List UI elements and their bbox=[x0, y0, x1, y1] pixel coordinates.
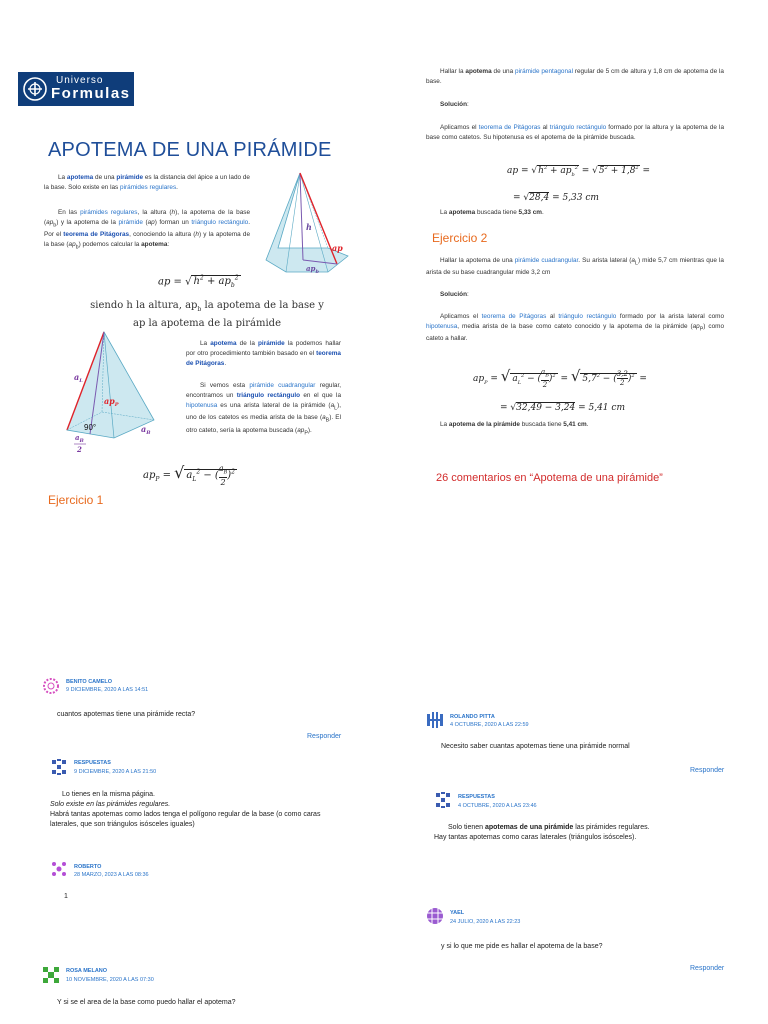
link-piramide[interactable]: pirámide bbox=[116, 174, 144, 181]
comment-author[interactable]: RESPUESTAS bbox=[74, 760, 111, 766]
avatar-icon bbox=[434, 791, 452, 809]
formula-exercise-2: $ap_P$ = √ $a_L^2$ − ( $\frac{a_B}{2}$ )$^2$ = √ $5,7^2$ − ( $\frac{3,2}{2}$ )$^2$ = bbox=[473, 367, 647, 389]
link-teorema-pitagoras-2[interactable]: teorema de Pitágoras bbox=[186, 350, 341, 367]
link-triangulo-rectangulo-4[interactable]: triángulo rectángulo bbox=[558, 313, 617, 320]
link-teorema-pitagoras-4[interactable]: teorema de Pitágoras bbox=[481, 313, 547, 320]
link-apotema-2[interactable]: apotema bbox=[210, 340, 237, 347]
comment-author[interactable]: BENITO CAMELO bbox=[66, 679, 113, 685]
formula-apotema-piramide: $ap_P$ = √ $a_L^2$ − ( $\frac{a_B}{2}$ )$^2$ bbox=[143, 463, 236, 488]
logo-line1: Universo bbox=[56, 75, 104, 86]
comment-date[interactable]: 9 DICIEMBRE, 2020 A LAS 14:51 bbox=[66, 687, 149, 693]
reply-link[interactable]: Responder bbox=[690, 767, 725, 774]
pythagoras-paragraph: En las pirámides regulares, la altura (h), la apotema de la base $(ap_b)$ y la apotema de la pirámide (ap) forman un triángulo rectángulo. Por el teorema de Pitágoras, conociendo la altura (h) y la apotema de la base $(ap_b)$ podemos calcular la apotema: bbox=[44, 209, 251, 251]
link-piramides-regulares[interactable]: pirámides regulares bbox=[120, 184, 177, 191]
reply-link[interactable]: Responder bbox=[307, 733, 342, 740]
avatar-icon bbox=[50, 758, 68, 776]
alt-method-paragraph: La apotema de la pirámide la podemos hallar por otro procedimiento también basado en el teorema de Pitágoras. bbox=[186, 340, 341, 367]
label-ab: $a_B$ bbox=[141, 424, 151, 436]
comment-date[interactable]: 4 OCTUBRE, 2020 A LAS 22:59 bbox=[450, 722, 529, 728]
comment-date[interactable]: 9 DICIEMBRE, 2020 A LAS 21:50 bbox=[74, 769, 157, 775]
label-apb: $ap_b$ bbox=[306, 264, 319, 275]
comment-date[interactable]: 4 OCTUBRE, 2020 A LAS 23:46 bbox=[458, 803, 537, 809]
link-piramide-pentagonal[interactable]: pirámide pentagonal bbox=[515, 68, 574, 75]
avatar-icon bbox=[426, 907, 444, 925]
comment-text: 1 bbox=[64, 893, 68, 900]
reply-link[interactable]: Responder bbox=[690, 965, 725, 972]
comment-author[interactable]: ROBERTO bbox=[74, 864, 102, 870]
comment-author[interactable]: ROSA MELANO bbox=[66, 968, 108, 974]
comment-text: Necesito saber cuantas apotemas tiene una pirámide normal bbox=[441, 743, 630, 750]
comment-text: Y si se el area de la base como puedo hallar el apotema? bbox=[57, 999, 236, 1006]
comment-author[interactable]: RESPUESTAS bbox=[458, 794, 495, 800]
solution-1-text: Aplicamos el teorema de Pitágoras al triángulo rectángulo formado por la altura y la apotema de la base como catetos. Su hipotenusa es el apotema de la pirámide buscada. bbox=[426, 124, 724, 141]
exercise-1-statement: Hallar la apotema de una pirámide pentagonal regular de 5 cm de altura y 1,8 cm de apotema de la base. bbox=[426, 68, 724, 85]
label-ap: ap bbox=[332, 243, 343, 253]
link-piramide-3[interactable]: pirámide bbox=[258, 340, 285, 347]
variables-legend: siendo h la altura, $ap_b$ la apotema de la base y ap la apotema de la pirámide bbox=[90, 300, 324, 329]
height-line bbox=[300, 173, 303, 260]
square-pyramid-paragraph: Si vemos esta pirámide cuadrangular regular, encontramos un triángulo rectángulo en el que la hipotenusa es una arista lateral de la pirámide $(a_L)$, uno de los catetos es media arista de la base $(a_B)$. El otro cateto, sería la apotema buscada $(ap_P)$. bbox=[186, 382, 342, 436]
link-triangulo-rectangulo[interactable]: triángulo rectángulo bbox=[191, 219, 249, 226]
label-h: h bbox=[306, 222, 312, 232]
comment-text: y si lo que me pide es hallar el apotema de la base? bbox=[441, 943, 603, 950]
label-app: $ap_P$ bbox=[104, 396, 119, 408]
pyramid-figure-1 bbox=[258, 168, 358, 278]
comment-date[interactable]: 24 JULIO, 2020 A LAS 22:23 bbox=[450, 919, 521, 925]
label-frac-den: 2 bbox=[77, 445, 82, 454]
pyramid-figure-2 bbox=[62, 330, 162, 455]
comment-text: Solo tienen apotemas de una pirámide las pirámides regulares. Hay tantas apotemas como caras laterales (triángulos isósceles). bbox=[434, 824, 650, 841]
formula-apotema: ap = √ $h^2 + ap_b^2$ bbox=[158, 275, 239, 290]
comment-author[interactable]: YAEL bbox=[450, 910, 465, 916]
site-logo[interactable] bbox=[18, 72, 134, 106]
link-piramide-2[interactable]: pirámide bbox=[118, 219, 143, 226]
solution-2-text: Aplicamos el teorema de Pitágoras al triángulo rectángulo formado por la arista lateral como hipotenusa, media arista de la base como cateto conocido y la apotema de la pirámide $(ap_P)$ como cateto a hallar. bbox=[426, 313, 725, 343]
result-2: La apotema de la pirámide buscada tiene 5,41 cm. bbox=[440, 421, 589, 428]
comment-date[interactable]: 28 MARZO, 2023 A LAS 08:36 bbox=[74, 872, 149, 878]
exercise-2-statement: Hallar la apotema de una pirámide cuadrangular. Su arista lateral $(a_L)$ mide 5,7 cm mientras que la arista de su base cuadrangular mide 3,2 cm bbox=[426, 257, 724, 277]
avatar-icon bbox=[42, 677, 60, 695]
link-teorema-pitagoras[interactable]: teorema de Pitágoras bbox=[63, 231, 130, 239]
logo-line2: Formulas bbox=[51, 85, 131, 102]
formula-exercise-2-result: = √32,49 − 3,24 = 5,41 cm bbox=[500, 403, 625, 413]
formula-exercise-1-result: = √28,4 = 5,33 cm bbox=[513, 193, 599, 203]
link-piramide-cuadrangular-2[interactable]: pirámide cuadrangular bbox=[514, 257, 579, 264]
page-title: APOTEMA DE UNA PIRÁMIDE bbox=[48, 139, 332, 161]
logo-emblem-icon bbox=[22, 76, 48, 102]
link-triangulo-rectangulo-2[interactable]: triángulo rectángulo bbox=[236, 392, 301, 399]
result-1: La apotema buscada tiene 5,33 cm. bbox=[440, 209, 544, 216]
formula-exercise-1: ap = $√h^2 + ap_b^2 = √5^2 + 1,8^2$ = bbox=[507, 165, 651, 178]
label-frac-num: $a_B$ bbox=[75, 433, 84, 444]
intro-paragraph: La apotema de una pirámide es la distancia del ápice a un lado de la base. Solo existe en las pirámides regulares. bbox=[44, 174, 250, 191]
comments-heading: 26 comentarios en “Apotema de una pirámide” bbox=[436, 472, 663, 484]
comment-date[interactable]: 10 NOVIEMBRE, 2020 A LAS 07:30 bbox=[66, 977, 154, 983]
exercise-2-heading: Ejercicio 2 bbox=[432, 231, 488, 245]
avatar-icon bbox=[42, 966, 60, 984]
comment-author[interactable]: ROLANDO PITTA bbox=[450, 714, 495, 720]
exercise-1-heading: Ejercicio 1 bbox=[48, 493, 104, 507]
link-piramides-regulares-2[interactable]: pirámides regulares bbox=[80, 209, 138, 216]
comment-text: cuantos apotemas tiene una pirámide recta? bbox=[57, 711, 196, 718]
avatar-icon bbox=[50, 860, 68, 878]
label-90: 90° bbox=[84, 423, 97, 432]
solution-2-label: Solución: bbox=[440, 291, 469, 298]
link-apotema[interactable]: apotema bbox=[66, 174, 94, 181]
link-triangulo-rectangulo-3[interactable]: triángulo rectángulo bbox=[549, 124, 607, 131]
link-hipotenusa-2[interactable]: hipotenusa bbox=[426, 323, 458, 330]
link-teorema-pitagoras-3[interactable]: teorema de Pitágoras bbox=[478, 124, 541, 131]
link-piramide-cuadrangular[interactable]: pirámide cuadrangular bbox=[249, 382, 316, 389]
link-hipotenusa[interactable]: hipotenusa bbox=[186, 402, 218, 409]
label-al: $a_L$ bbox=[74, 372, 83, 384]
solution-1-label: Solución: bbox=[440, 101, 469, 108]
comment-text: Lo tienes en la misma página. Solo existe en las pirámides regulares. Habrá tantas apotemas como lados tenga el polígono regular de la base (o como caras laterales, que son triángulos isósceles iguales) bbox=[50, 791, 321, 828]
avatar-icon bbox=[426, 711, 444, 729]
